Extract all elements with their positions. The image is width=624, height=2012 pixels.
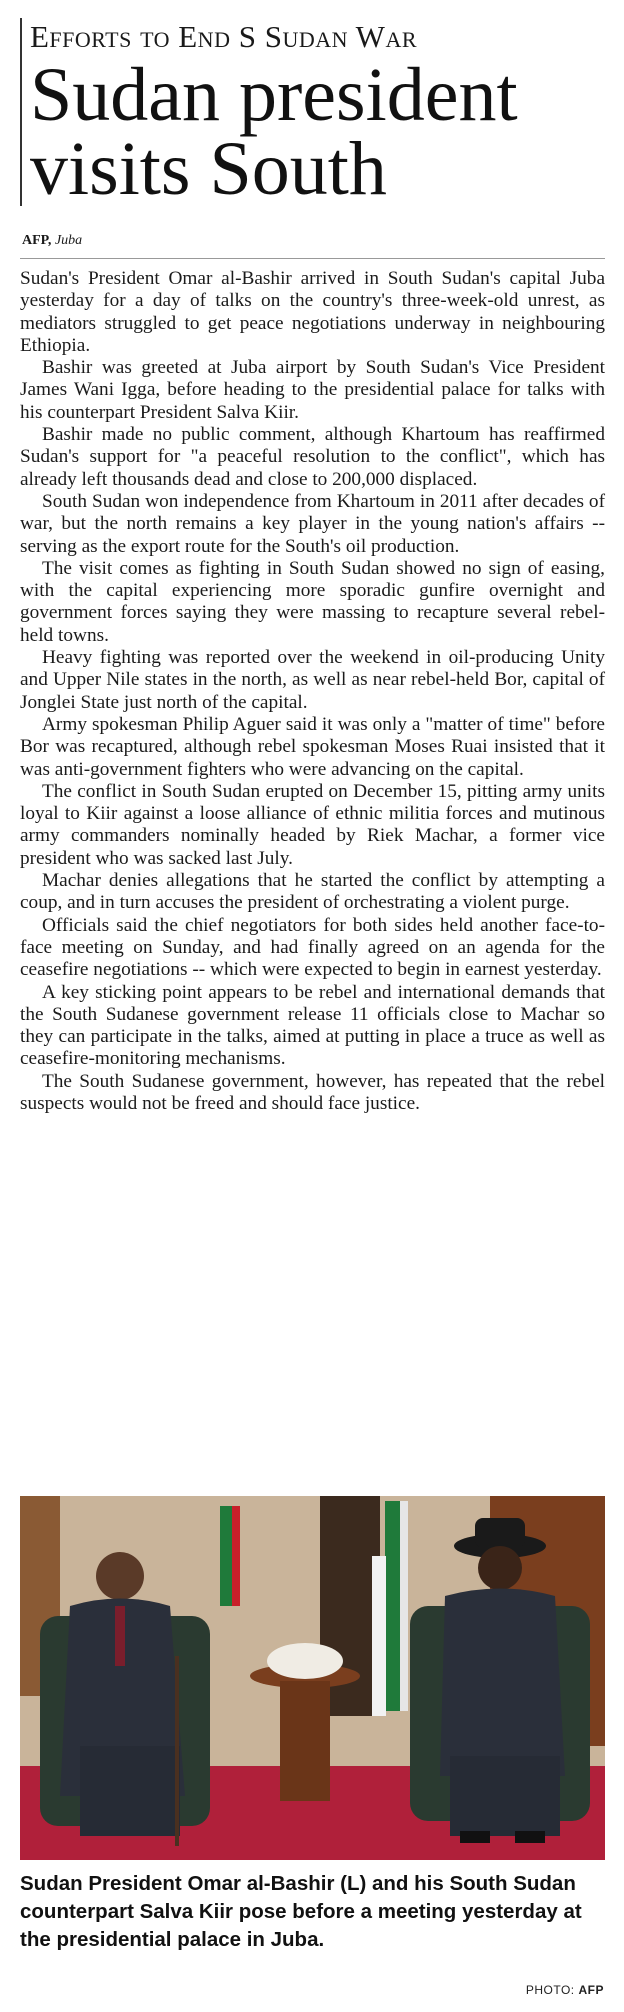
headline: Sudan president visits South — [30, 53, 518, 211]
paragraph: Officials said the chief negotiators for both sides held another face-to-face meeting on Sunday, and had finally agreed on an agenda for the ceasefire negotiations -- which were expected to begin in earnest yesterday. — [20, 914, 605, 981]
article-body — [20, 268, 605, 1115]
paragraph: Army spokesman Philip Aguer said it was only a "matter of time" before Bor was recaptured, although rebel spokesman Moses Ruai insisted that it was anti-government fighters who were advancing on the capital. — [20, 713, 605, 780]
paragraph: Bashir made no public comment, although Khartoum has reaffirmed Sudan's support for "a peaceful resolution to the conflict", which has already left thousands dead and close to 200,000 displaced. — [20, 424, 605, 490]
paragraph: The South Sudanese government, however, has repeated that the rebel suspects would not be freed and should face justice. — [20, 1070, 605, 1114]
photo-flowers — [267, 1643, 343, 1679]
photo-credit-source: AFP — [578, 1983, 604, 1997]
byline — [22, 233, 82, 249]
byline-place: Juba — [54, 233, 83, 248]
kicker: Efforts to End S Sudan War — [30, 19, 418, 54]
photo-cane — [175, 1656, 179, 1846]
paragraph: A key sticking point appears to be rebel and international demands that the South Sudanese government release 11 officials close to Machar so they can participate in the talks, aimed at putting in place a truce as well as ceasefire-monitoring mechanisms. — [20, 981, 605, 1070]
paragraph: The visit comes as fighting in South Sudan showed no sign of easing, with the capital experiencing more sporadic gunfire overnight and government forces saying they were massing to recapture several rebel-held towns. — [20, 557, 605, 646]
paragraph: Machar denies allegations that he started the conflict by attempting a coup, and in turn accuses the president of orchestrating a violent purge. — [20, 870, 605, 914]
photo-caption: Sudan President Omar al-Bashir (L) and his South Sudan counterpart Salva Kiir pose before a meeting yesterday at the presidential palace in Juba. — [20, 1872, 582, 1951]
paragraph: The conflict in South Sudan erupted on December 15, pitting army units loyal to Kiir against a loose alliance of ethnic militia forces and mutinous army commanders nominally headed by Riek Machar, a former vice president who was sacked last July. — [20, 780, 605, 869]
paragraph: Sudan's President Omar al-Bashir arrived in South Sudan's capital Juba yesterday for a day of talks on the country's three-week-old unrest, as mediators struggled to get peace negotiations underway in neighbouring Ethiopia. — [20, 268, 605, 356]
paragraph: South Sudan won independence from Khartoum in 2011 after decades of war, but the north remains a key player in the young nation's affairs -- serving as the export route for the South's oil production. — [20, 490, 605, 557]
photo-person-bashir — [96, 1552, 144, 1600]
headline-block — [20, 18, 605, 211]
paragraph: Bashir was greeted at Juba airport by South Sudan's Vice President James Wani Igga, before heading to the presidential palace for talks with his counterpart President Salva Kiir. — [20, 357, 605, 423]
photo-credit — [526, 1983, 604, 1997]
photo-credit-label: PHOTO: — [525, 1983, 575, 1997]
news-photo — [20, 1496, 605, 1860]
photo-illustration — [20, 1496, 605, 1860]
divider — [20, 258, 605, 259]
byline-agency: AFP, — [22, 233, 52, 248]
paragraph: Heavy fighting was reported over the weekend in oil-producing Unity and Upper Nile states in the north, as well as near rebel-held Bor, capital of Jonglei State just north of the capital. — [20, 647, 605, 713]
